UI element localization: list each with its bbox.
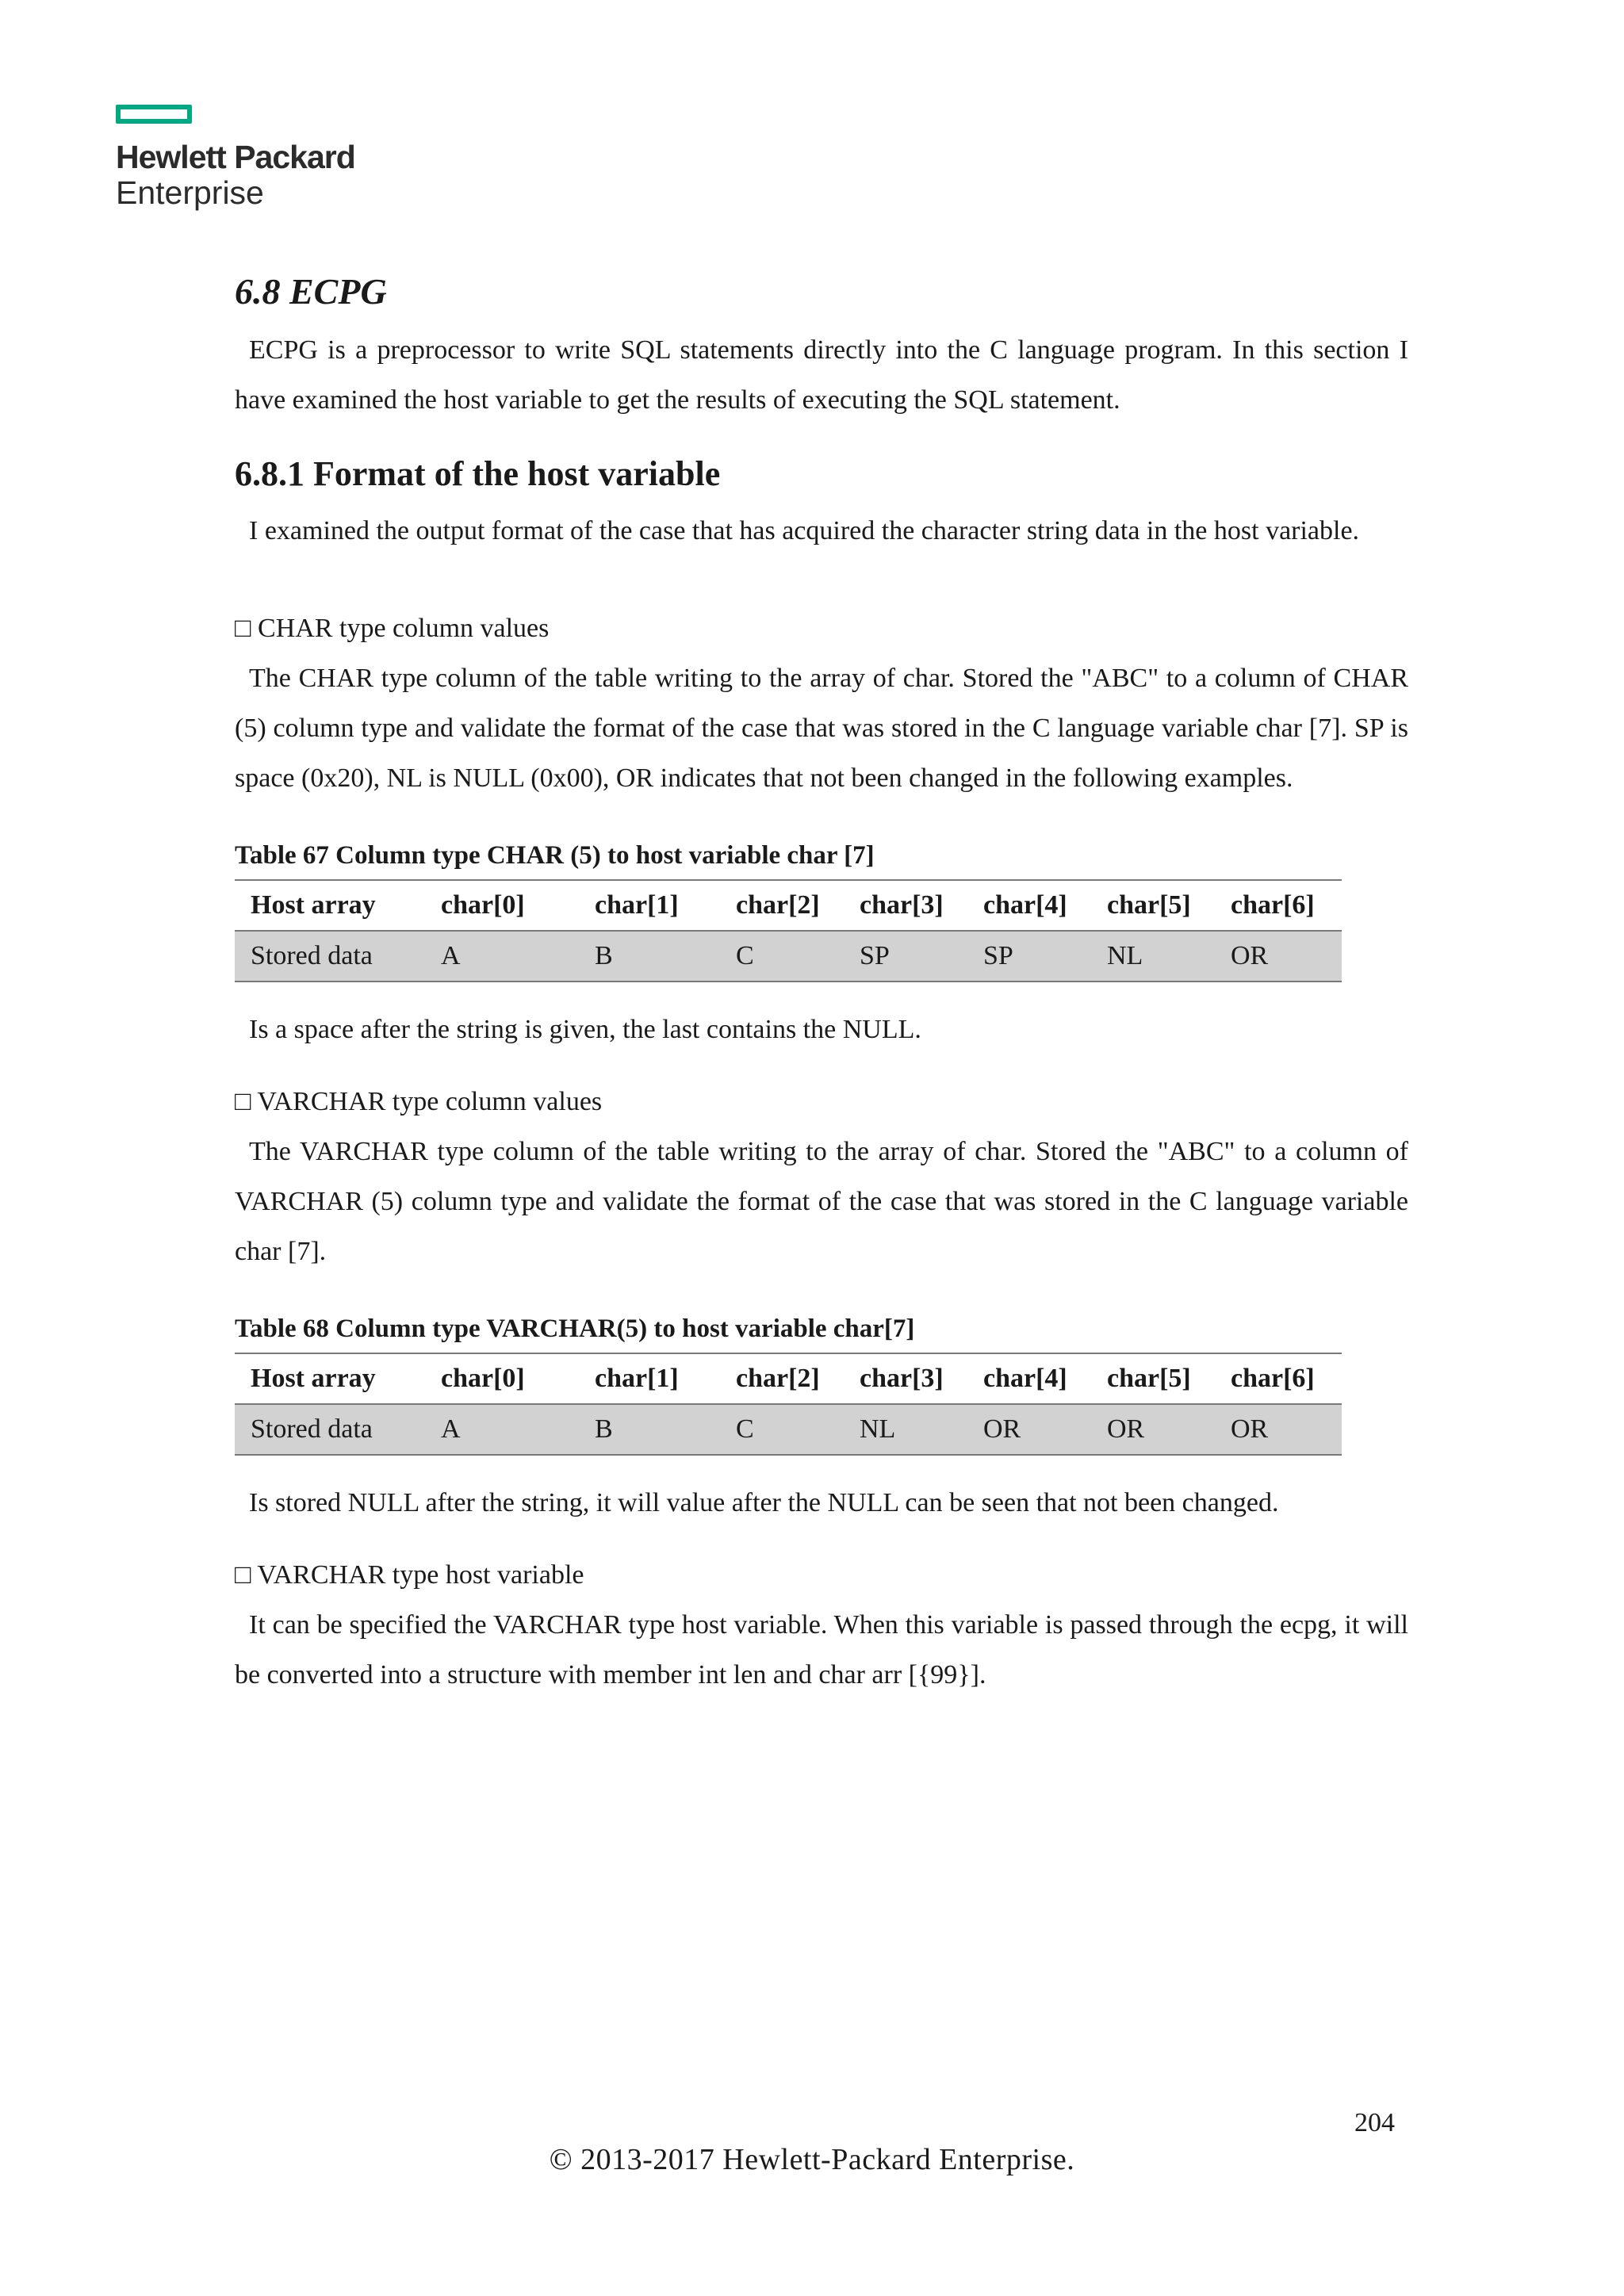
table-cell: OR bbox=[1107, 1414, 1145, 1444]
varchar-block-body: The VARCHAR type column of the table writing to the array of char. Stored the "ABC" to a column of VARCHAR (5) column type and validate the format of the case that was stored in the C language variable char [7]. bbox=[235, 1137, 1408, 1266]
subsection-intro: I examined the output format of the case that has acquired the character string data in the host variable. bbox=[249, 516, 1360, 545]
table-cell: C bbox=[736, 1414, 754, 1444]
char-block-body: The CHAR type column of the table writing to the array of char. Stored the "ABC" to a column of CHAR (5) column type and validate the format of the case that was stored in the C language variable char [7]. SP is space (0x20), NL is NULL (0x00), OR indicates that not been changed in the following examples. bbox=[235, 664, 1408, 793]
table-header-row bbox=[235, 880, 1342, 931]
table-row bbox=[235, 931, 1342, 982]
logo-mark bbox=[116, 105, 192, 124]
page-number: 204 bbox=[1354, 2108, 1395, 2137]
table-header-cell: char[1] bbox=[595, 1364, 679, 1393]
table-cell: Stored data bbox=[251, 941, 373, 970]
section-title: 6.8 ECPG bbox=[235, 271, 387, 312]
table-cell: OR bbox=[1231, 941, 1269, 970]
table-header-cell: Host array bbox=[251, 1364, 376, 1393]
table-67-caption: Table 67 Column type CHAR (5) to host variable char [7] bbox=[235, 841, 875, 870]
table-cell: B bbox=[595, 1414, 613, 1444]
table-67 bbox=[235, 879, 1342, 982]
table-row bbox=[235, 1404, 1342, 1455]
host-var-heading: □ VARCHAR type host variable bbox=[235, 1560, 584, 1590]
table-header-cell: char[4] bbox=[983, 1364, 1067, 1393]
subsection-title: 6.8.1 Format of the host variable bbox=[235, 454, 721, 493]
table-header-cell: char[3] bbox=[860, 1364, 944, 1393]
copyright-notice: © 2013-2017 Hewlett-Packard Enterprise. bbox=[549, 2143, 1075, 2176]
table-cell: SP bbox=[983, 941, 1013, 970]
table-cell: A bbox=[441, 941, 461, 970]
varchar-block-heading: □ VARCHAR type column values bbox=[235, 1087, 603, 1116]
company-logo bbox=[116, 105, 355, 211]
table-cell: A bbox=[441, 1414, 461, 1444]
table-cell: NL bbox=[1107, 941, 1143, 970]
table-header-cell: char[1] bbox=[595, 890, 679, 920]
table-68-caption: Table 68 Column type VARCHAR(5) to host variable char[7] bbox=[235, 1314, 915, 1343]
table-cell: OR bbox=[1231, 1414, 1269, 1444]
table-cell: NL bbox=[860, 1414, 896, 1444]
section-intro: ECPG is a preprocessor to write SQL statements directly into the C language program. In this section I have examined the host variable to get the results of executing the SQL statement. bbox=[235, 335, 1408, 415]
table-header-cell: char[4] bbox=[983, 890, 1067, 920]
table-header-cell: char[6] bbox=[1231, 890, 1315, 920]
varchar-block-note: Is stored NULL after the string, it will value after the NULL can be seen that not been changed. bbox=[249, 1488, 1279, 1517]
table-cell: SP bbox=[860, 941, 890, 970]
logo-text-line2: Enterprise bbox=[116, 174, 264, 211]
char-block-heading: □ CHAR type column values bbox=[235, 614, 550, 643]
table-header-cell: char[0] bbox=[441, 1364, 525, 1393]
char-block-note: Is a space after the string is given, the last contains the NULL. bbox=[249, 1015, 921, 1044]
table-header-cell: char[5] bbox=[1107, 1364, 1191, 1393]
table-header-cell: char[2] bbox=[736, 890, 820, 920]
table-header-cell: char[0] bbox=[441, 890, 525, 920]
table-header-cell: char[5] bbox=[1107, 890, 1191, 920]
table-header-row bbox=[235, 1353, 1342, 1404]
table-header-cell: char[6] bbox=[1231, 1364, 1315, 1393]
table-header-cell: char[2] bbox=[736, 1364, 820, 1393]
table-header-cell: Host array bbox=[251, 890, 376, 920]
table-cell: B bbox=[595, 941, 613, 970]
logo-text-line1: Hewlett Packard bbox=[116, 139, 355, 175]
table-cell: C bbox=[736, 941, 754, 970]
table-68 bbox=[235, 1353, 1342, 1456]
table-cell: OR bbox=[983, 1414, 1021, 1444]
host-var-body: It can be specified the VARCHAR type host variable. When this variable is passed through the ecpg, it will be converted into a structure with member int len and char arr [{99}]. bbox=[235, 1610, 1408, 1689]
table-header-cell: char[3] bbox=[860, 890, 944, 920]
table-cell: Stored data bbox=[251, 1414, 373, 1444]
document-body bbox=[235, 270, 1408, 1700]
